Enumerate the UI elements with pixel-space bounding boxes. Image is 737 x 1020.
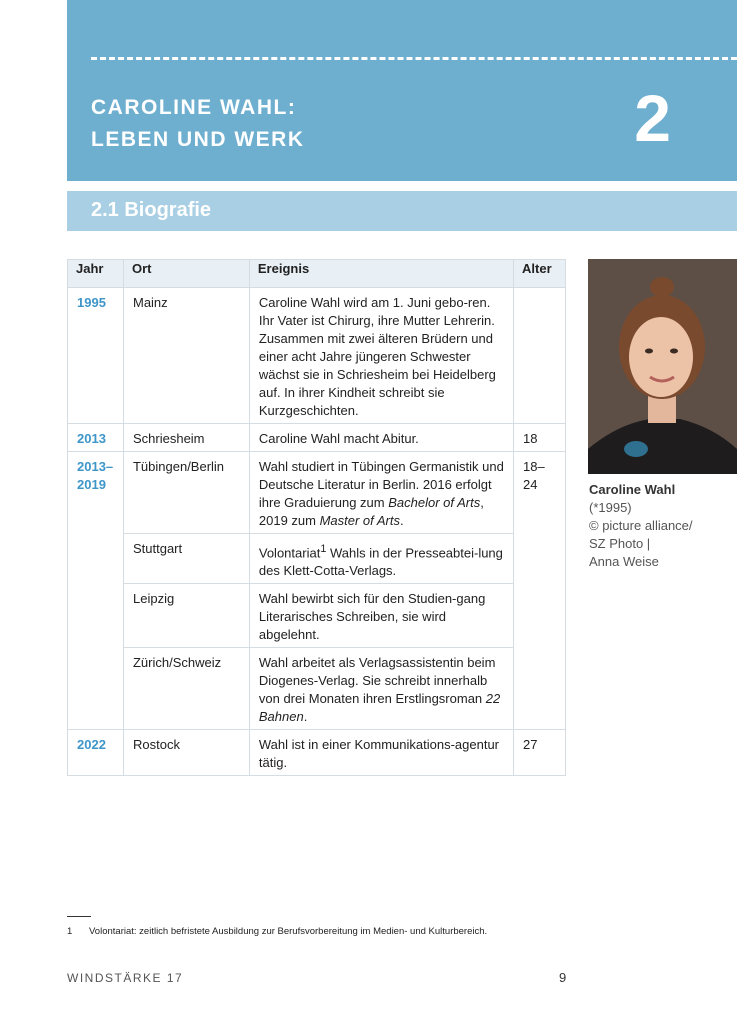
table-row (68, 288, 566, 424)
place-cell: Tübingen/Berlin (123, 452, 249, 534)
table-row (68, 648, 566, 730)
event-cell: Caroline Wahl wird am 1. Juni gebo-ren. Ihr Vater ist Chirurg, ihre Mutter Lehrerin. Zusammen mit zwei älteren Brüdern und einer acht Jahre jüngeren Schwester wächst sie in Schriesheim bei Heidelberg auf. In ihrer Kindheit schreibt sie Kurzgeschichten. (249, 288, 513, 424)
caption-name: Caroline Wahl (589, 482, 676, 497)
event-cell: Caroline Wahl macht Abitur. (249, 424, 513, 452)
age-cell: 18 (514, 424, 566, 452)
year-cell: 2022 (68, 730, 124, 776)
footnote (67, 926, 487, 937)
event-text: Wahls in der Presseabtei-lung des Klett-Cotta-Verlags. (258, 545, 503, 579)
table-row (68, 534, 566, 584)
table-row (68, 452, 566, 534)
event-text: , 2019 zum (258, 495, 484, 528)
year-cell-empty (68, 584, 124, 648)
footnote-number: 1 (67, 926, 73, 937)
caption-credit-line3: Anna Weise (589, 554, 659, 569)
section-title: 2.1 Biografie (91, 199, 212, 221)
degree-master: Master of Arts (319, 513, 401, 528)
event-cell: Wahl ist in einer Kommunikations-agentur tätig. (249, 730, 513, 776)
novel-title: 22 Bahnen (258, 691, 501, 725)
header-jahr: Jahr (68, 260, 124, 288)
age-cell (514, 288, 566, 424)
place-cell: Rostock (123, 730, 249, 776)
age-cell-empty (514, 584, 566, 648)
chapter-title (91, 92, 305, 156)
chapter-banner (67, 0, 737, 181)
chapter-number: 2 (634, 81, 671, 155)
degree-bachelor: Bachelor of Arts (388, 495, 481, 510)
place-cell: Stuttgart (123, 534, 249, 584)
chapter-title-line2: LEBEN UND WERK (91, 128, 305, 151)
event-cell: Wahl bewirbt sich für den Studien-gang Literarisches Schreiben, sie wird abgelehnt. (249, 584, 513, 648)
table-header-row (68, 260, 566, 288)
year-range-start: 2013– (77, 459, 114, 474)
biography-table (67, 259, 566, 776)
caption-born: (*1995) (589, 500, 632, 515)
dashed-divider (91, 57, 737, 60)
event-text: . (303, 709, 308, 725)
place-cell: Zürich/Schweiz (123, 648, 249, 730)
year-cell: 2013 (68, 424, 124, 452)
event-cell (249, 452, 513, 534)
table-row (68, 584, 566, 648)
year-cell-empty (68, 648, 124, 730)
author-photo (588, 259, 737, 474)
chapter-title-line1: CAROLINE WAHL: (91, 96, 297, 119)
year-range-end: 2019 (77, 477, 106, 492)
page-number: 9 (559, 970, 567, 985)
year-cell-empty (68, 534, 124, 584)
footer-series: WINDSTÄRKE 17 (67, 971, 184, 985)
age-cell-empty (514, 648, 566, 730)
header-ort: Ort (123, 260, 249, 288)
table-row (68, 424, 566, 452)
section-bar (67, 191, 737, 231)
footnote-divider (67, 916, 91, 917)
year-cell (68, 452, 124, 534)
header-ereignis: Ereignis (249, 260, 513, 288)
event-cell (249, 534, 513, 584)
header-alter: Alter (514, 260, 566, 288)
footnote-ref: 1 (320, 543, 327, 555)
age-cell-empty (514, 534, 566, 584)
table-row (68, 730, 566, 776)
footnote-text: Volontariat: zeitlich befristete Ausbildung zur Berufsvorbereitung im Medien- und Kulturbereich. (89, 926, 488, 937)
year-cell: 1995 (68, 288, 124, 424)
event-text: Wahl studiert in Tübingen Germanistik und Deutsche Literatur in Berlin. 2016 erfolgt ihre Graduierung zum (258, 459, 504, 510)
place-cell: Schriesheim (123, 424, 249, 452)
event-text: Wahl arbeitet als Verlagsassistentin beim Diogenes-Verlag. Sie schreibt innerhalb von drei Monaten ihren Erstlingsroman (258, 655, 496, 707)
event-text: . (400, 513, 404, 528)
place-cell: Mainz (123, 288, 249, 424)
event-text: Volontariat (258, 545, 321, 561)
portrait-illustration (588, 259, 737, 474)
photo-caption (589, 481, 693, 571)
caption-credit-line2: SZ Photo | (589, 536, 651, 551)
place-cell: Leipzig (123, 584, 249, 648)
event-cell (249, 648, 513, 730)
age-cell: 18–24 (514, 452, 566, 534)
caption-credit-line1: © picture alliance/ (589, 518, 693, 533)
age-cell: 27 (514, 730, 566, 776)
